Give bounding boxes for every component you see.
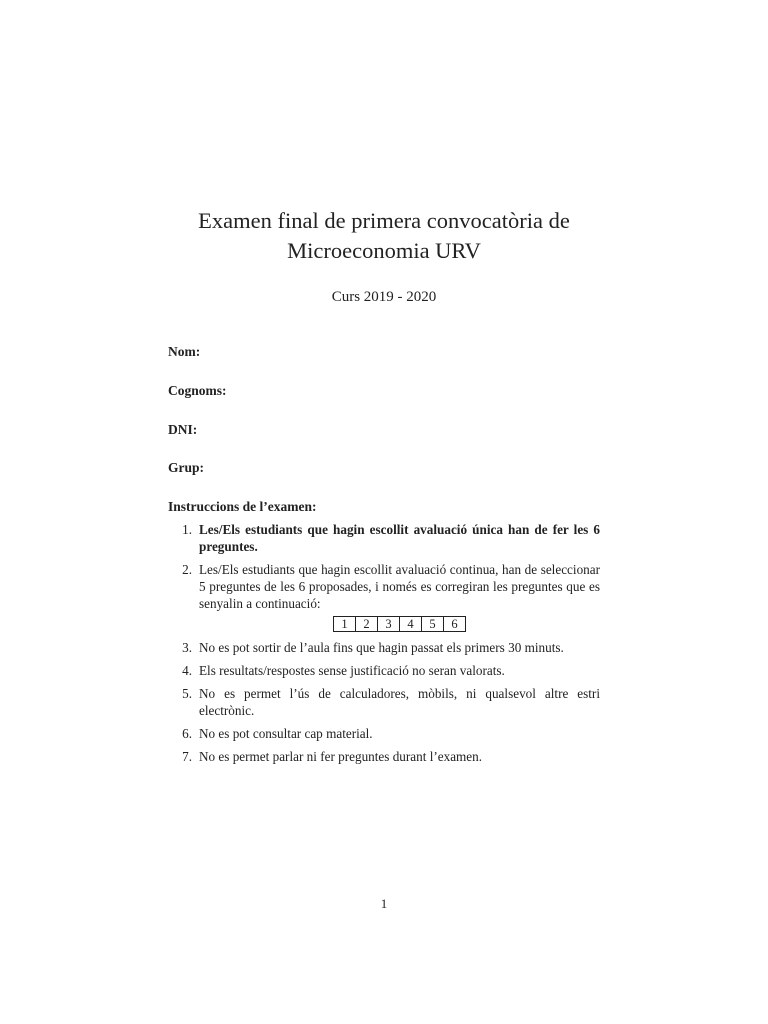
instruction-item-3 (168, 639, 600, 656)
instruction-item-5 (168, 685, 600, 719)
question-box-5[interactable]: 5 (422, 617, 444, 632)
instruction-item-6 (168, 725, 600, 742)
name-field-label: Nom: (168, 344, 201, 359)
question-selection-boxes (168, 616, 600, 634)
question-box-1[interactable]: 1 (334, 617, 356, 632)
exam-title (0, 206, 768, 266)
question-box-6[interactable]: 6 (444, 617, 466, 632)
instruction-item-7 (168, 748, 600, 765)
instruction-text: No es permet parlar ni fer preguntes durant l’examen. (199, 749, 483, 764)
instruction-number: 6. (182, 726, 192, 741)
group-field-label: Grup: (168, 460, 205, 475)
instructions-heading: Instruccions de l’examen: (168, 499, 317, 514)
instruction-item-4 (168, 662, 600, 679)
instruction-number: 7. (182, 749, 192, 764)
instructions-list (168, 521, 600, 771)
page-number: 1 (380, 896, 388, 911)
exam-title-line-2: Microeconomia URV (287, 238, 481, 263)
course-year: Curs 2019 - 2020 (331, 289, 437, 305)
question-box-4[interactable]: 4 (400, 617, 422, 632)
instruction-text: No es pot consultar cap material. (199, 726, 373, 741)
instruction-text: Els resultats/respostes sense justificació no seran valorats. (199, 663, 505, 678)
instruction-number: 4. (182, 663, 192, 678)
instruction-item-2 (168, 561, 600, 612)
instruction-number: 3. (182, 640, 192, 655)
question-box-table (333, 616, 466, 632)
instruction-text: Les/Els estudiants que hagin escollit avaluació continua, han de seleccionar 5 preguntes de les 6 proposades, i només es corregiran les preguntes que es senyalin a continuació: (199, 562, 600, 611)
instruction-text: No es pot sortir de l’aula fins que hagin passat els primers 30 minuts. (199, 640, 564, 655)
instruction-item-1 (168, 521, 600, 555)
dni-field-label: DNI: (168, 422, 198, 437)
question-box-3[interactable]: 3 (378, 617, 400, 632)
instruction-number: 1. (182, 522, 192, 537)
exam-title-line-1: Examen final de primera convocatòria de (198, 208, 570, 233)
instruction-text: No es permet l’ús de calculadores, mòbils, ni qualsevol altre estri electrònic. (199, 686, 600, 718)
question-box-2[interactable]: 2 (356, 617, 378, 632)
instruction-number: 2. (182, 562, 192, 577)
instruction-number: 5. (182, 686, 192, 701)
surnames-field-label: Cognoms: (168, 383, 227, 398)
instruction-text: Les/Els estudiants que hagin escollit avaluació única han de fer les 6 preguntes. (199, 522, 600, 554)
